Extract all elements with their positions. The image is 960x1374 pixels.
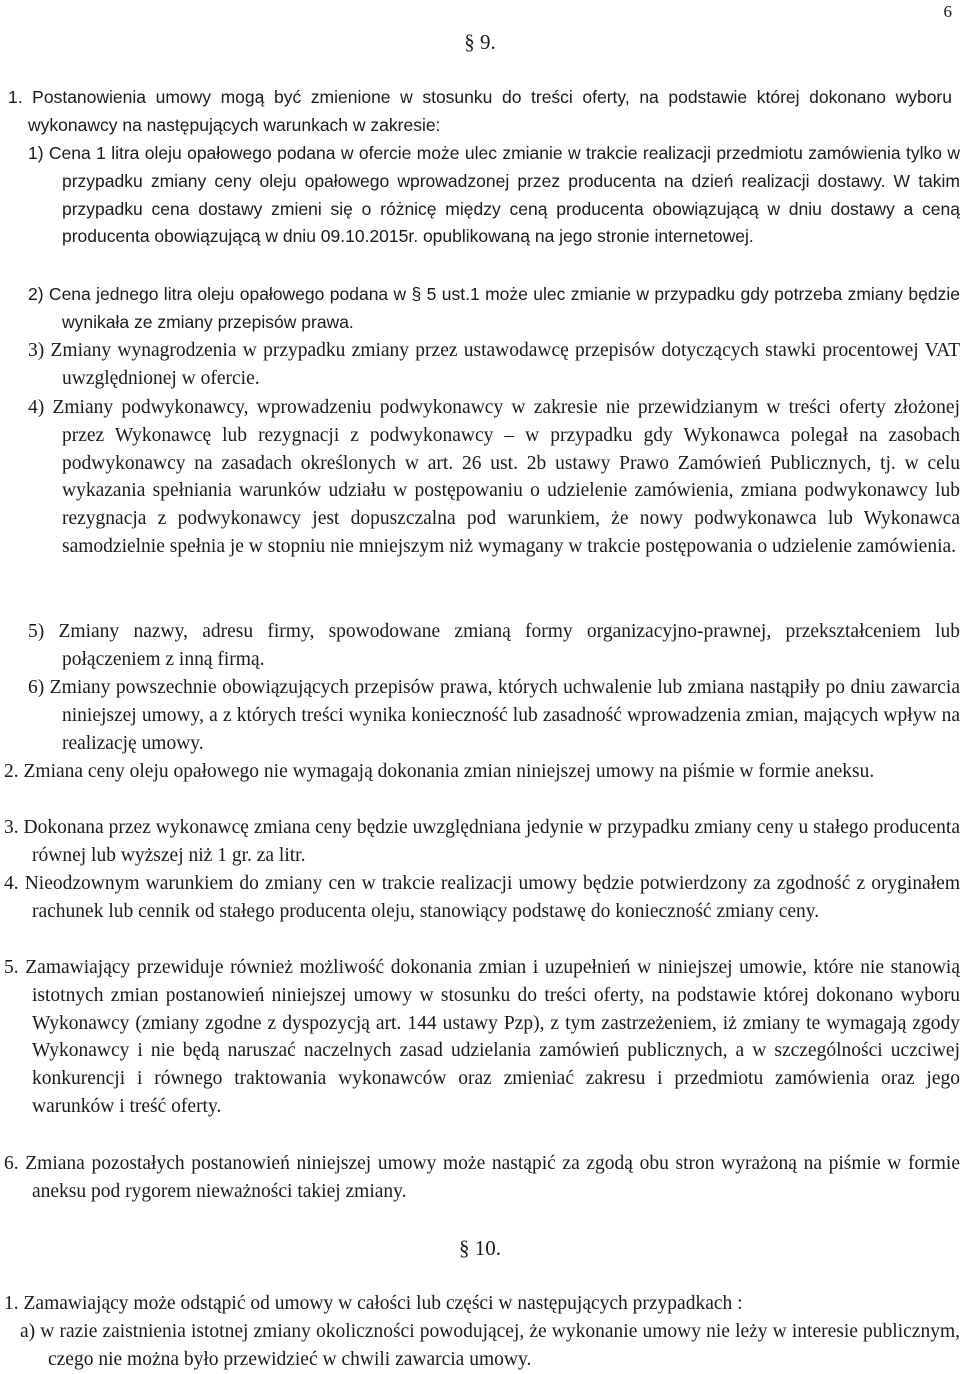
section-9-paragraph-6: 6. Zmiana pozostałych postanowień niniejszej umowy może nastąpić za zgodą obu stron wyrażoną na piśmie w formie aneksu pod rygorem nieważności takiej zmiany. [4, 1153, 960, 1202]
section-9-point-3: 3) Zmiany wynagrodzenia w przypadku zmiany przez ustawodawcę przepisów dotyczących stawki procentowej VAT uwzględnionej w ofercie. [28, 340, 960, 389]
section-9-point-5: 5) Zmiany nazwy, adresu firmy, spowodowane zmianą formy organizacyjno-prawnej, przekształceniem lub połączeniem z inną firmą. [28, 621, 960, 670]
section-9-paragraph-3: 3. Dokonana przez wykonawcę zmiana ceny będzie uwzględniana jedynie w przypadku zmiany ceny u stałego producenta równej lub wyższej niż 1 gr. za litr. [4, 817, 960, 866]
section-9-point-4: 4) Zmiany podwykonawcy, wprowadzeniu podwykonawcy w zakresie nie przewidzianym w treści oferty złożonej przez Wykonawcę lub rezygnacji z podwykonawcy – w przypadku gdy Wykonawca polegał na zasobach podwykonawcy na zasadach określonych w art. 26 ust. 2b ustawy Prawo Zamówień Publicznych, tj. w celu wykazania spełniania warunków udziału w postępowaniu o udzielenie zamówienia, zmiana podwykonawcy lub rezygnacja z podwykonawcy jest dopuszczalna pod warunkiem, że nowy podwykonawca lub Wykonawca samodzielnie spełnia je w stopniu nie mniejszym niż wymagany w trakcie postępowania o udzielenie zamówienia. [28, 397, 960, 557]
section-10-point-a: a) w razie zaistnienia istotnej zmiany okoliczności powodującej, że wykonanie umowy nie leży w interesie publicznym, czego nie można było przewidzieć w chwili zawarcia umowy. [20, 1321, 960, 1370]
section-10-paragraph-1: 1. Zamawiający może odstąpić od umowy w całości lub części w następujących przypadkach : [4, 1293, 743, 1314]
section-9-paragraph-2: 2. Zmiana ceny oleju opałowego nie wymagają dokonania zmian niniejszej umowy na piśmie w formie aneksu. [4, 761, 875, 782]
section-9-point-1: 1) Cena 1 litra oleju opałowego podana w ofercie może ulec zmianie w trakcie realizacji przedmiotu zamówienia tylko w przypadku zmiany ceny oleju opałowego wprowadzonej przez producenta na dzień realizacji dostawy. W takim przypadku cena dostawy zmieni się o różnicę między ceną producenta obowiązującą w dniu dostawy a ceną producenta obowiązującą w dniu 09.10.2015r. opublikowaną na jego stronie internetowej. [28, 143, 960, 247]
paragraph-text: 1. Postanowienia umowy mogą być zmienione w stosunku do treści oferty, na podstawie której dokonano wyboru wykonawcy na następujących warunkach w zakresie: [8, 87, 952, 135]
section-10-heading: § 10. [459, 1236, 501, 1260]
section-9-point-6: 6) Zmiany powszechnie obowiązujących przepisów prawa, których uchwalenie lub zmiana nastąpiły po dniu zawarcia niniejszej umowy, a z których treści wynika konieczność lub zasadność wprowadzenia zmian, mających wpływ na realizację umowy. [28, 677, 960, 754]
section-9-paragraph-1-intro [8, 84, 952, 140]
page-number: 6 [943, 2, 952, 21]
section-9-paragraph-4: 4. Nieodzownym warunkiem do zmiany cen w trakcie realizacji umowy będzie potwierdzony za zgodność z oryginałem rachunek lub cennik od stałego producenta oleju, stanowiący podstawę do konieczność zmiany ceny. [4, 873, 960, 922]
section-9-heading: § 9. [464, 30, 496, 54]
section-9-paragraph-5: 5. Zamawiający przewiduje również możliwość dokonania zmian i uzupełnień w niniejszej umowie, które nie stanowią istotnych zmian postanowień niniejszej umowy w stosunku do treści oferty, na podstawie której dokonano wyboru Wykonawcy (zmiany zgodne z dyspozycją art. 144 ustawy Pzp), z tym zastrzeżeniem, iż zmiany te wymagają zgody Wykonawcy i nie będą naruszać naczelnych zasad udzielania zamówień publicznych, a w szczególności uczciwej konkurencji i równego traktowania wykonawców oraz zmieniać zakresu i przedmiotu zamówienia oraz jego warunków i treść oferty. [4, 957, 960, 1117]
section-9-point-2: 2) Cena jednego litra oleju opałowego podana w § 5 ust.1 może ulec zmianie w przypadku gdy potrzeba zmiany będzie wynikała ze zmiany przepisów prawa. [28, 284, 960, 332]
